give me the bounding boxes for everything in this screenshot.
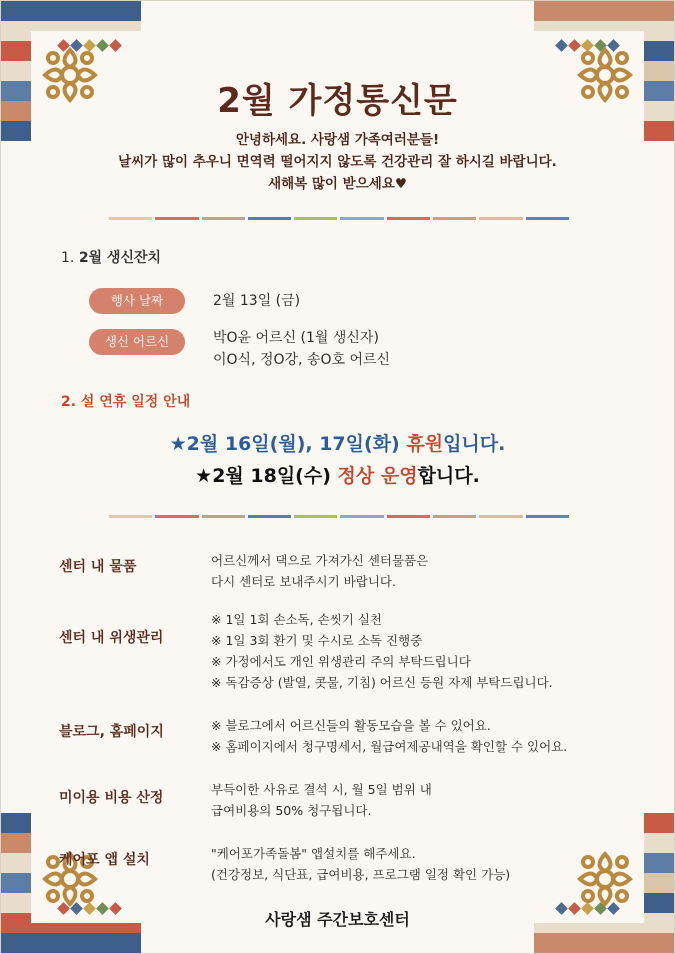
- corner-pattern-bottom-right: [534, 813, 674, 953]
- footer-center-name: 사랑샘 주간보호센터: [265, 910, 410, 929]
- open-date: ★2월 18일(수): [195, 465, 331, 487]
- notice-label: 센터 내 물품: [59, 559, 137, 575]
- notice-text: [211, 843, 510, 885]
- notice-label: 미이용 비용 산정: [59, 790, 164, 806]
- holiday-open-line: [1, 461, 674, 488]
- section1-title: 2월 생신잔치: [78, 250, 162, 266]
- notice-text: [211, 609, 553, 693]
- notice-line: (건강정보, 식단표, 급여비용, 프로그램 일정 확인 가능): [211, 867, 511, 882]
- notice-label: 케어포 앱 설치: [59, 852, 150, 868]
- holiday-closed-word: 휴원: [406, 433, 444, 455]
- notice-line: 부득이한 사유로 결석 시, 월 5일 범위 내: [211, 782, 432, 797]
- page-title: 2월 가정통신문: [217, 81, 458, 121]
- notice-text: [211, 779, 432, 821]
- greeting-line: 안녕하세요. 사랑샘 가족여러분들!: [235, 132, 440, 148]
- birthday-line: 박O윤 어르신 (1월 생신자): [213, 330, 379, 346]
- section1-number: 1.: [61, 250, 75, 266]
- notice-line: ※ 가정에서도 개인 위생관리 주의 부탁드립니다: [211, 654, 471, 669]
- section1-heading: [61, 247, 161, 267]
- holiday-closed-line: [1, 429, 674, 456]
- notice-line: ※ 1일 3회 환기 및 수시로 소독 진행중: [211, 633, 423, 648]
- notice-line: 급여비용의 50% 청구됩니다.: [211, 803, 372, 818]
- greeting-line: 날씨가 많이 추우니 면역력 떨어지지 않도록 건강관리 잘 하시길 바랍니다.: [118, 154, 557, 170]
- notice-line: ※ 독감증상 (발열, 콧물, 기침) 어르신 등원 자제 부탁드립니다.: [211, 675, 553, 690]
- notice-label: 센터 내 위생관리: [59, 630, 164, 646]
- corner-pattern-bottom-left: [1, 813, 141, 953]
- notice-line: 다시 센터로 보내주시기 바랍니다.: [211, 574, 396, 589]
- date-value: 2월 13일 (금): [213, 293, 301, 309]
- date-pill: 행사 날짜: [89, 288, 185, 314]
- notice-text: [211, 550, 428, 592]
- notice-line: ※ 1일 1회 손소독, 손씻기 실천: [211, 612, 382, 627]
- notice-line: 어르신께서 댁으로 가져가신 센터물품은: [211, 553, 429, 568]
- notice-line: ※ 홈페이지에서 청구명세서, 월급여제공내역을 확인할 수 있어요.: [211, 739, 568, 754]
- color-divider: [109, 217, 569, 220]
- holiday-dates: ★2월 16일(월), 17일(화): [169, 433, 400, 455]
- notice-line: ※ 블로그에서 어르신들의 활동모습을 볼 수 있어요.: [211, 718, 491, 733]
- ornament-knot-icon: [576, 850, 634, 908]
- birthday-line: 이O식, 정O강, 송O호 어르신: [213, 352, 391, 368]
- notice-text: [211, 715, 567, 757]
- open-end: 합니다.: [417, 465, 480, 487]
- holiday-closed-end: 입니다.: [443, 433, 506, 455]
- notice-label: 블로그, 홈페이지: [59, 724, 164, 740]
- notice-line: "케어포가족돌봄" 앱설치를 해주세요.: [211, 846, 416, 861]
- open-word: 정상 운영: [337, 465, 418, 487]
- section2-heading: 2. 설 연휴 일정 안내: [61, 394, 191, 410]
- greeting-line: 새해복 많이 받으세요♥: [268, 176, 407, 192]
- greeting: [1, 129, 674, 195]
- birthday-people-pill: 생신 어르신: [89, 329, 185, 355]
- birthday-people: [213, 327, 390, 371]
- color-divider: [109, 515, 569, 518]
